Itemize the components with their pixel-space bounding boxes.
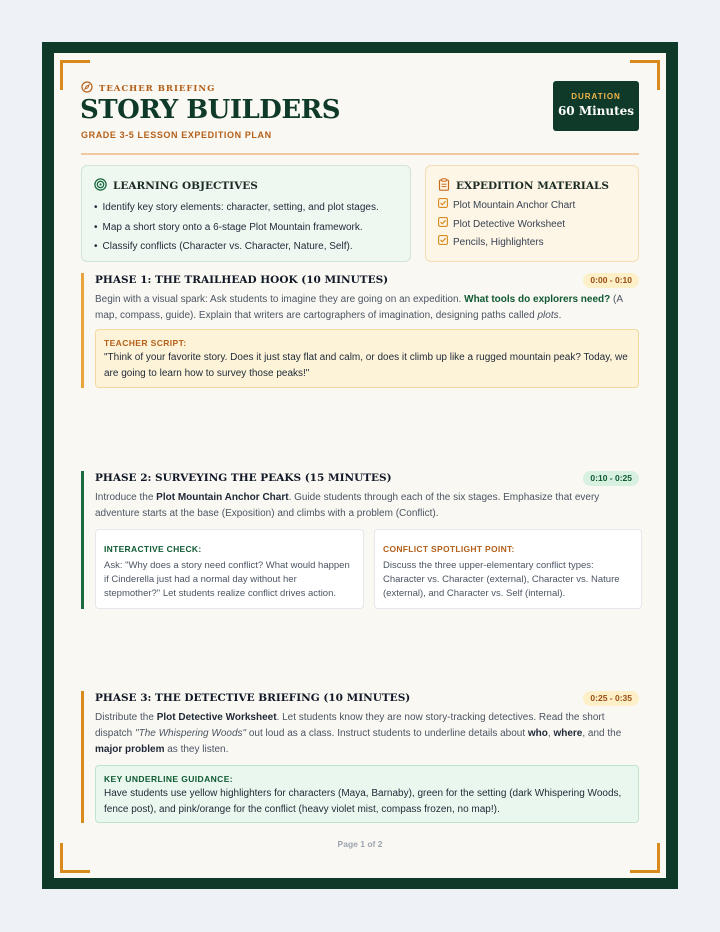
duration-value: 60 Minutes: [557, 104, 635, 118]
interactive-check-card: [95, 529, 364, 609]
phase-1-section: [81, 273, 639, 388]
phase-2-description: [95, 490, 639, 522]
target-icon: [94, 178, 107, 194]
header-divider: [81, 153, 639, 155]
learning-objectives-box: [81, 165, 411, 262]
teacher-script-text: "Think of your favorite story. Does it just stay flat and calm, or does it climb up like a rugged mountain peak? Today, we are going to learn how to survey those peaks!": [104, 352, 628, 379]
objectives-list: [94, 198, 379, 257]
checkbox-checked-icon: [438, 234, 448, 253]
duration-label: DURATION: [571, 92, 621, 101]
text-run: out loud as a class. Instruct students to underline details about: [246, 728, 528, 739]
phase-1-title: PHASE 1: THE TRAILHEAD HOOK (10 MINUTES): [95, 274, 389, 286]
text-run-italic: plots: [537, 310, 559, 321]
materials-list: [438, 197, 575, 253]
phase-2-time-badge: 0:10 - 0:25: [583, 471, 639, 486]
list-item: • Map a short story onto a 6-stage Plot Mountain framework.: [94, 218, 379, 238]
page-number: Page 1 of 2: [337, 839, 383, 849]
material-label: Plot Mountain Anchor Chart: [453, 200, 576, 211]
text-run: Introduce the: [95, 492, 157, 503]
phase-2-title: PHASE 2: SURVEYING THE PEAKS (15 MINUTES): [95, 472, 392, 484]
phase-1-time-badge: 0:00 - 0:10: [583, 273, 639, 288]
text-run: , and the: [582, 728, 622, 739]
list-item: [438, 216, 575, 235]
phase-2-section: [81, 471, 639, 609]
text-run: Begin with a visual spark: Ask students to imagine they are going on an expedition.: [95, 294, 465, 305]
underline-guidance-label: KEY UNDERLINE GUIDANCE:: [104, 774, 233, 784]
text-run: . Guide students through each of the six stages. Emphasize that every adventure starts at the base (Exposition) and climbs with a problem (Conflict).: [95, 492, 600, 519]
material-label: Plot Detective Worksheet: [453, 218, 566, 230]
kicker-text: TEACHER BRIEFING: [99, 83, 216, 94]
list-item: • Classify conflicts (Character vs. Character, Nature, Self).: [94, 237, 379, 257]
phase-3-title: PHASE 3: THE DETECTIVE BRIEFING (10 MINUTES): [95, 692, 411, 704]
text-run: (A map, compass, guide). Explain that writers are cartographers of imagination, designing paths called: [95, 294, 623, 321]
list-item: [438, 234, 575, 253]
phase-3-description: [95, 710, 639, 758]
expedition-materials-box: [425, 165, 639, 262]
text-run-bold: major problem: [95, 744, 165, 755]
material-label: Pencils, Highlighters: [453, 237, 544, 248]
text-run-bold: where: [553, 728, 583, 739]
conflict-spotlight-label: CONFLICT SPOTLIGHT POINT:: [383, 544, 515, 554]
text-run: ,: [547, 728, 554, 739]
text-run: Distribute the: [95, 712, 157, 723]
list-item: • Identify key story elements: character, setting, and plot stages.: [94, 198, 379, 218]
checkbox-checked-icon: [438, 216, 448, 235]
text-run-bold: who: [527, 728, 548, 739]
teacher-script-label: TEACHER SCRIPT:: [104, 338, 187, 348]
materials-title: EXPEDITION MATERIALS: [456, 180, 609, 192]
conflict-spotlight-card: [374, 529, 642, 609]
underline-guidance-callout: [95, 765, 639, 823]
duration-badge: [553, 81, 639, 131]
page-subtitle: GRADE 3-5 LESSON EXPEDITION PLAN: [81, 130, 272, 140]
clipboard-icon: [438, 178, 450, 194]
list-item: [438, 197, 575, 216]
text-run: as they listen.: [164, 744, 229, 755]
phase-1-description: [95, 292, 639, 324]
text-run: .: [558, 310, 562, 321]
compass-icon: [81, 81, 93, 96]
teacher-script-callout: [95, 329, 639, 388]
checkbox-checked-icon: [438, 197, 448, 216]
phase-3-time-badge: 0:25 - 0:35: [583, 691, 639, 706]
page-title: STORY BUILDERS: [80, 95, 341, 125]
teacher-briefing-kicker: [81, 81, 215, 96]
text-run-bold: Plot Detective Worksheet: [156, 712, 277, 723]
text-run-bold: What tools do explorers need?: [464, 294, 611, 305]
materials-heading: [438, 178, 609, 194]
interactive-check-text: Ask: "Why does a story need conflict? What would happen if Cinderella just had a normal day without her stepmother?" Let students realize conflict drives action.: [104, 560, 350, 599]
interactive-check-label: INTERACTIVE CHECK:: [104, 544, 202, 554]
conflict-spotlight-text: Discuss the three upper-elementary conflict types: Character vs. Character (external), Character vs. Nature (external), and Character vs. Self (internal).: [383, 560, 620, 599]
phase-3-section: [81, 691, 639, 823]
underline-guidance-text: Have students use yellow highlighters for characters (Maya, Barnaby), green for the setting (dark Whispering Woods, fence post), and pink/orange for the conflict (heavy violet mist, compass frozen, no map!).: [104, 788, 622, 815]
text-run: . Let students know they are now story-tracking detectives. Read the short dispatch: [95, 712, 605, 739]
text-run-bold: Plot Mountain Anchor Chart: [156, 492, 289, 503]
text-run-italic: "The Whispering Woods": [135, 728, 247, 739]
objectives-title: LEARNING OBJECTIVES: [113, 180, 258, 192]
objectives-heading: [94, 178, 258, 194]
